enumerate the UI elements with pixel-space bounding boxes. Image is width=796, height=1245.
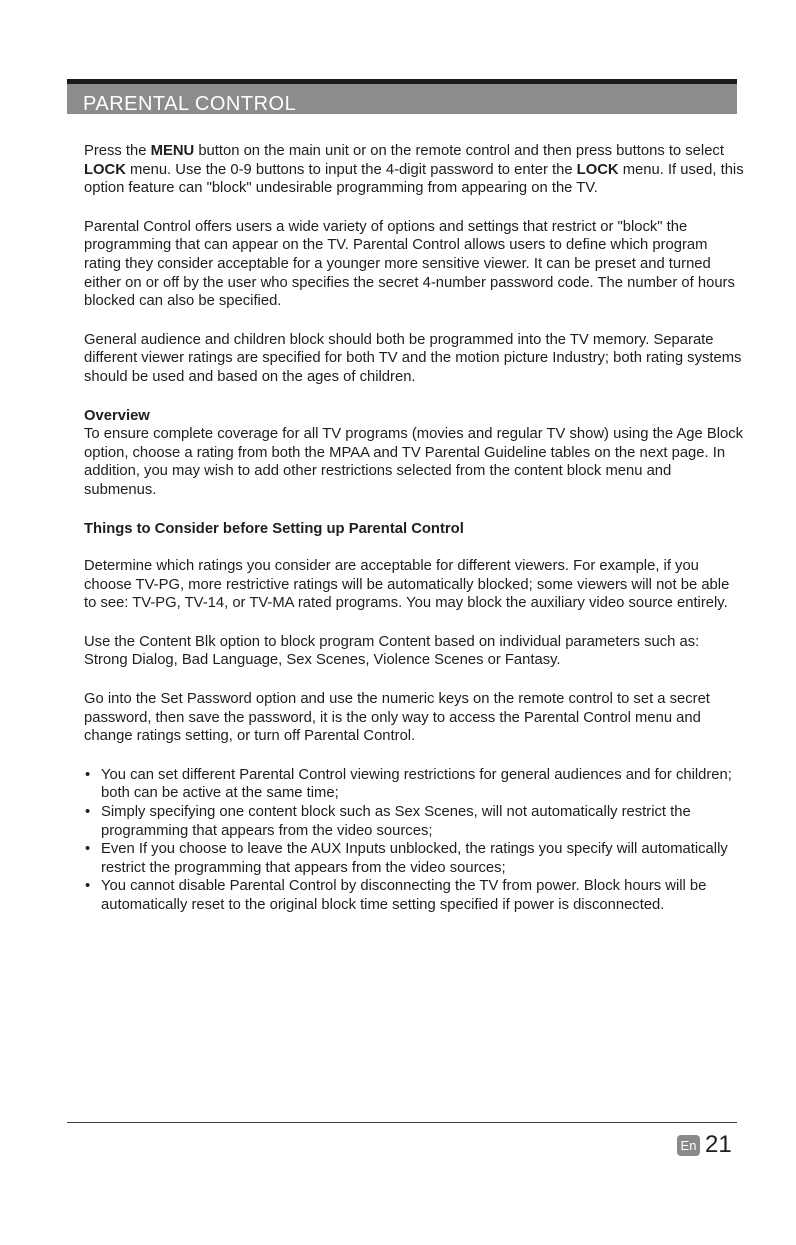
intro-paragraph bbox=[84, 142, 744, 198]
list-item bbox=[84, 840, 744, 877]
bullet-icon: • bbox=[85, 766, 91, 783]
list-item-text: Simply specifying one content block such as Sex Scenes, will not automatically restrict the programming that appears from the video sources; bbox=[101, 804, 691, 839]
lock-keyword: LOCK bbox=[84, 161, 126, 178]
list-item bbox=[84, 803, 744, 840]
bullet-icon: • bbox=[85, 841, 91, 858]
audience-block-paragraph: General audience and children block should both be programmed into the TV memory. Separate different viewer ratings are specified for both TV and the motion picture Industry; both rating systems should be used and based on the ages of children. bbox=[84, 331, 742, 385]
page-content bbox=[84, 142, 744, 915]
language-badge: En bbox=[677, 1135, 700, 1156]
lock-keyword-2: LOCK bbox=[576, 161, 619, 178]
overview-paragraph: To ensure complete coverage for all TV programs (movies and regular TV show) using the Age Block option, choose a rating from both the MPAA and TV Parental Guideline tables on the next page. In addition, you may wish to add other restrictions selected from the content block menu and submenus. bbox=[84, 426, 744, 498]
intro-text-3: menu. Use the 0-9 buttons to input the 4-digit password to enter the bbox=[125, 161, 577, 178]
footer-rule bbox=[67, 1122, 737, 1123]
bullet-icon: • bbox=[85, 878, 91, 895]
set-password-paragraph: Go into the Set Password option and use the numeric keys on the remote control to set a secret password, then save the password, it is the only way to access the Parental Control menu and change ratings setting, or turn off Parental Control. bbox=[84, 691, 710, 745]
section-title: PARENTAL CONTROL bbox=[83, 93, 297, 114]
intro-text-1: Press the bbox=[84, 143, 151, 159]
ratings-paragraph: Determine which ratings you consider are acceptable for different viewers. For example, if you choose TV-PG, more restrictive ratings will be automatically blocked; some viewers will not be able to see: TV-PG, TV-14, or TV-MA rated programs. You may block the auxiliary video source entirely. bbox=[84, 558, 730, 612]
intro-text-2: button on the main unit or on the remote control and then press buttons to select bbox=[194, 143, 724, 159]
things-heading: Things to Consider before Setting up Parental Control bbox=[84, 520, 464, 537]
intro-text-4: menu. If used, this option feature can "block" undesirable programming from appearing on the TV. bbox=[84, 161, 744, 197]
list-item-text: Even If you choose to leave the AUX Inputs unblocked, the ratings you specify will automatically restrict the programming that appears from the video sources; bbox=[101, 841, 728, 876]
menu-keyword: MENU bbox=[150, 143, 195, 159]
list-item-text: You cannot disable Parental Control by disconnecting the TV from power. Block hours will be automatically reset to the original block time setting specified if power is disconnected. bbox=[101, 878, 707, 913]
notes-list bbox=[84, 766, 744, 915]
overview-heading: Overview bbox=[84, 407, 150, 424]
section-header-bar bbox=[67, 84, 737, 114]
list-item-text: You can set different Parental Control viewing restrictions for general audiences and for children; both can be active at the same time; bbox=[101, 766, 732, 802]
page-number: 21 bbox=[705, 1131, 732, 1158]
parental-control-paragraph: Parental Control offers users a wide variety of options and settings that restrict or "block" the programming that can appear on the TV. Parental Control allows users to define which program rating they consider acceptable for a younger more sensitive viewer. It can be preset and turned either on or off by the user who specifies the secret 4-number password code. The number of hours blocked can also be specified. bbox=[84, 218, 735, 310]
list-item bbox=[84, 877, 744, 914]
list-item bbox=[84, 766, 744, 803]
bullet-icon: • bbox=[85, 804, 91, 821]
content-blk-paragraph: Use the Content Blk option to block program Content based on individual parameters such as: Strong Dialog, Bad Language, Sex Scenes, Violence Scenes or Fantasy. bbox=[84, 633, 700, 669]
